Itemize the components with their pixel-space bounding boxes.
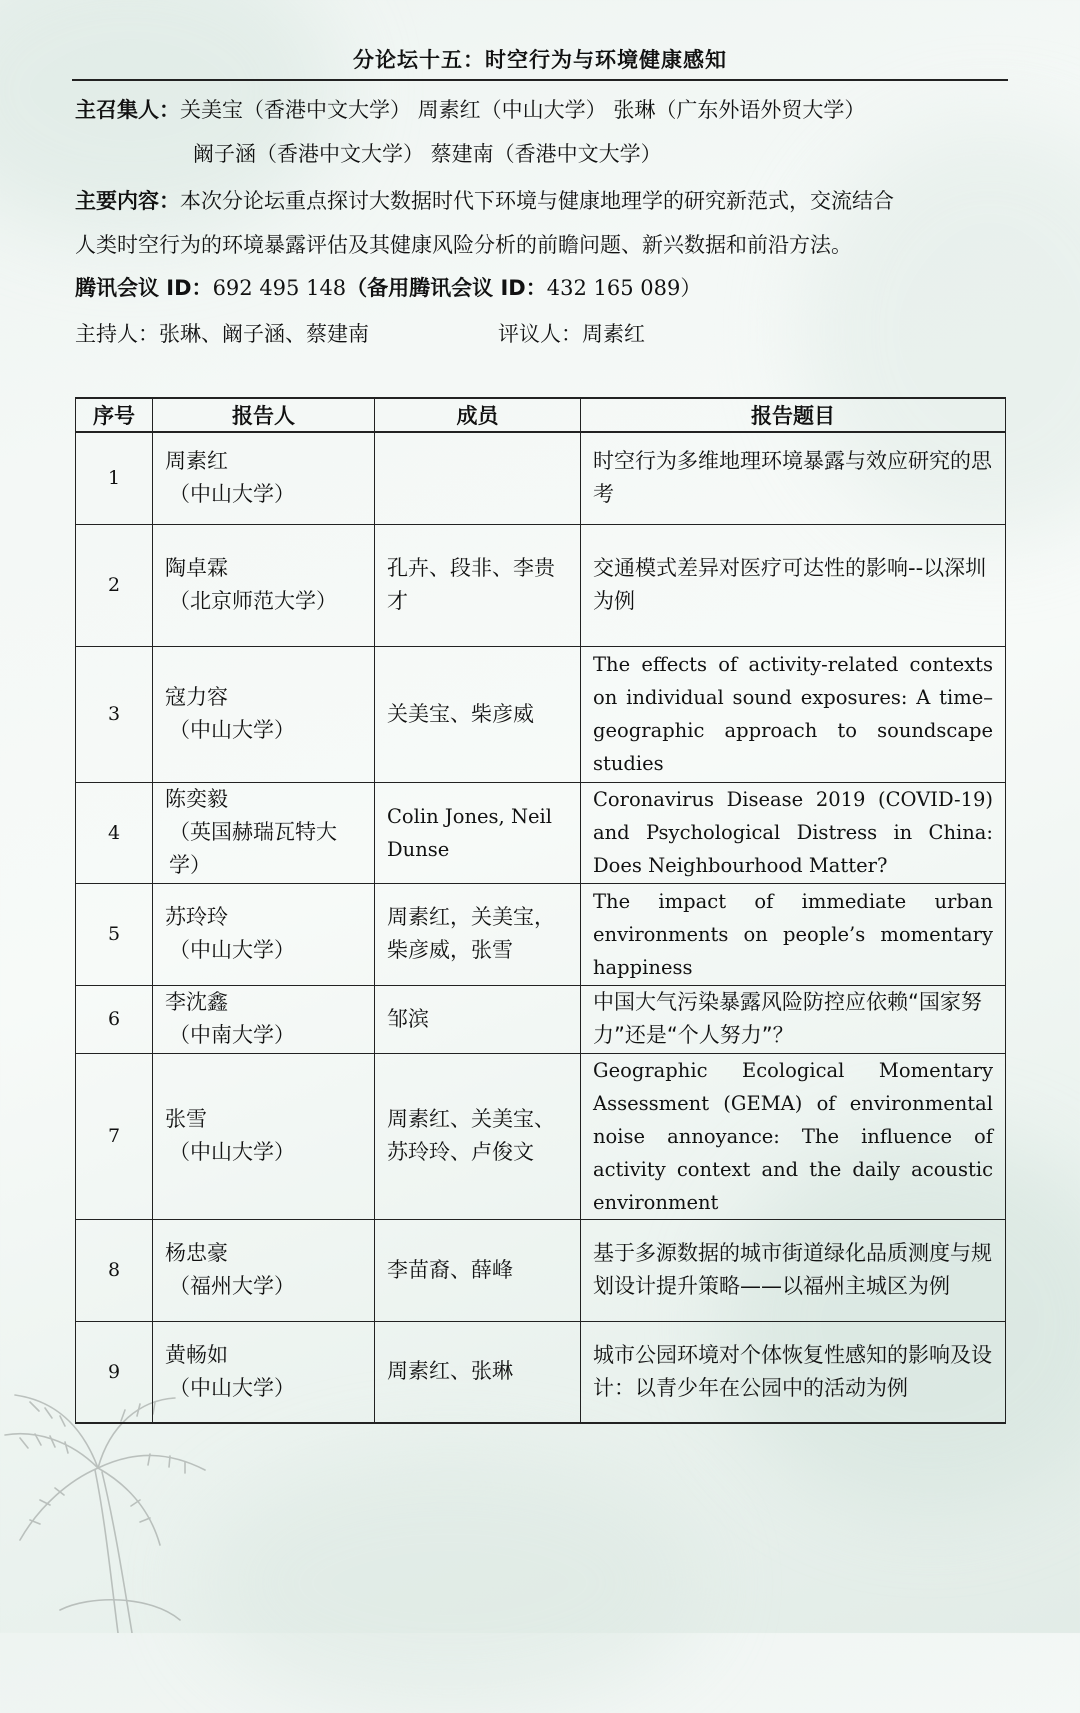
row-topic: Geographic Ecological Momentary Assessment (GEMA) of environmental noise annoyance: The influence of activity context and the daily acoustic environment xyxy=(581,1053,1006,1219)
table-row xyxy=(76,883,1006,985)
row-reporter xyxy=(153,432,375,524)
table-row xyxy=(76,646,1006,782)
host-text: 主持人：张琳、阚子涵、蔡建南 xyxy=(75,322,369,346)
background-wash xyxy=(200,1453,700,1713)
row-seq: 1 xyxy=(76,432,153,524)
content-label: 主要内容： xyxy=(75,189,180,213)
row-members xyxy=(375,432,581,524)
reporter-affiliation: （中山大学） xyxy=(169,938,295,962)
row-topic: 城市公园环境对个体恢复性感知的影响及设计：以青少年在公园中的活动为例 xyxy=(581,1321,1006,1423)
table-row xyxy=(76,524,1006,646)
row-reporter xyxy=(153,1219,375,1321)
row-seq: 3 xyxy=(76,646,153,782)
forum-title: 分论坛十五：时空行为与环境健康感知 xyxy=(353,48,727,72)
content-line-1 xyxy=(75,179,1010,223)
backup-meeting-id: 432 165 089 xyxy=(546,276,681,300)
row-members: 周素红、关美宝、苏玲玲、卢俊文 xyxy=(375,1053,581,1219)
reporter-name: 杨忠豪 xyxy=(165,1241,228,1265)
reporter-affiliation: （北京师范大学） xyxy=(169,589,337,613)
backup-meeting-close: ） xyxy=(680,276,702,300)
row-reporter xyxy=(153,883,375,985)
row-reporter xyxy=(153,646,375,782)
meeting-id: 692 495 148 xyxy=(212,276,347,300)
reporter-name: 寇力容 xyxy=(165,685,228,709)
reporter-name: 周素红 xyxy=(165,449,228,474)
header-members: 成员 xyxy=(375,398,581,432)
conveners-names-1: 关美宝（香港中文大学） 周素红（中山大学） 张琳（广东外语外贸大学） xyxy=(180,98,866,122)
row-members: 邹滨 xyxy=(375,985,581,1053)
content-text-1: 本次分论坛重点探讨大数据时代下环境与健康地理学的研究新范式，交流结合 xyxy=(180,189,894,213)
reporter-affiliation: （中山大学） xyxy=(169,482,295,507)
table-row xyxy=(76,432,1006,524)
reporter-name: 李沈鑫 xyxy=(165,990,228,1014)
conveners-line-2 xyxy=(75,132,1010,176)
row-topic: Coronavirus Disease 2019 (COVID-19) and Psychological Distress in China: Does Neighbourhood Matter? xyxy=(581,782,1006,883)
row-reporter xyxy=(153,985,375,1053)
row-topic: 时空行为多维地理环境暴露与效应研究的思考 xyxy=(581,432,1006,524)
row-reporter xyxy=(153,1321,375,1423)
reporter-affiliation: （英国赫瑞瓦特大学） xyxy=(169,820,337,877)
header-reporter: 报告人 xyxy=(153,398,375,432)
reporter-name: 苏玲玲 xyxy=(165,905,228,929)
table-row xyxy=(76,1321,1006,1423)
row-topic: The effects of activity-related contexts on individual sound exposures: A time–geographic approach to soundscape studies xyxy=(581,646,1006,782)
header-topic: 报告题目 xyxy=(581,398,1006,432)
row-reporter xyxy=(153,524,375,646)
backup-meeting-label: （备用腾讯会议 ID： xyxy=(346,276,547,300)
header-seq: 序号 xyxy=(76,398,153,432)
commenter-text: 评议人：周素红 xyxy=(498,322,645,346)
row-seq: 9 xyxy=(76,1321,153,1423)
meeting-label: 腾讯会议 ID： xyxy=(75,276,213,300)
reporter-affiliation: （福州大学） xyxy=(169,1274,295,1298)
row-seq: 5 xyxy=(76,883,153,985)
row-topic: 基于多源数据的城市街道绿化品质测度与规划设计提升策略——以福州主城区为例 xyxy=(581,1219,1006,1321)
schedule-table xyxy=(75,397,1006,1424)
row-reporter xyxy=(153,1053,375,1219)
row-topic: 交通模式差异对医疗可达性的影响--以深圳为例 xyxy=(581,524,1006,646)
row-seq: 6 xyxy=(76,985,153,1053)
row-members: 孔卉、段非、李贵才 xyxy=(375,524,581,646)
table-row xyxy=(76,1053,1006,1219)
reporter-name: 陈奕毅 xyxy=(165,787,228,811)
conveners-names-2: 阚子涵（香港中文大学） 蔡建南（香港中文大学） xyxy=(193,142,662,166)
row-seq: 8 xyxy=(76,1219,153,1321)
table-row xyxy=(76,985,1006,1053)
row-members: Colin Jones, Neil Dunse xyxy=(375,782,581,883)
row-seq: 4 xyxy=(76,782,153,883)
row-topic: The impact of immediate urban environments on people’s momentary happiness xyxy=(581,883,1006,985)
row-seq: 2 xyxy=(76,524,153,646)
reporter-name: 张雪 xyxy=(165,1107,207,1131)
row-members: 周素红，关美宝，柴彦威，张雪 xyxy=(375,883,581,985)
row-topic: 中国大气污染暴露风险防控应依赖“国家努力”还是“个人努力”？ xyxy=(581,985,1006,1053)
reporter-name: 黄畅如 xyxy=(165,1342,228,1367)
row-members: 周素红、张琳 xyxy=(375,1321,581,1423)
conveners-line-1 xyxy=(75,88,1010,132)
title-divider xyxy=(72,79,1008,81)
meeting-info xyxy=(75,266,1010,310)
row-members: 李苗裔、薛峰 xyxy=(375,1219,581,1321)
row-members: 关美宝、柴彦威 xyxy=(375,646,581,782)
reporter-name: 陶卓霖 xyxy=(165,556,228,580)
content-line-2 xyxy=(75,223,1010,267)
conveners-label: 主召集人： xyxy=(75,98,180,122)
reporter-affiliation: （中山大学） xyxy=(169,1375,295,1400)
table-row xyxy=(76,1219,1006,1321)
hosts-line xyxy=(75,312,1010,356)
reporter-affiliation: （中山大学） xyxy=(169,1140,295,1164)
table-header-row xyxy=(76,398,1006,432)
content-text-2: 人类时空行为的环境暴露评估及其健康风险分析的前瞻问题、新兴数据和前沿方法。 xyxy=(75,233,852,257)
row-reporter xyxy=(153,782,375,883)
reporter-affiliation: （中南大学） xyxy=(169,1023,295,1047)
reporter-affiliation: （中山大学） xyxy=(169,718,295,742)
table-row xyxy=(76,782,1006,883)
row-seq: 7 xyxy=(76,1053,153,1219)
